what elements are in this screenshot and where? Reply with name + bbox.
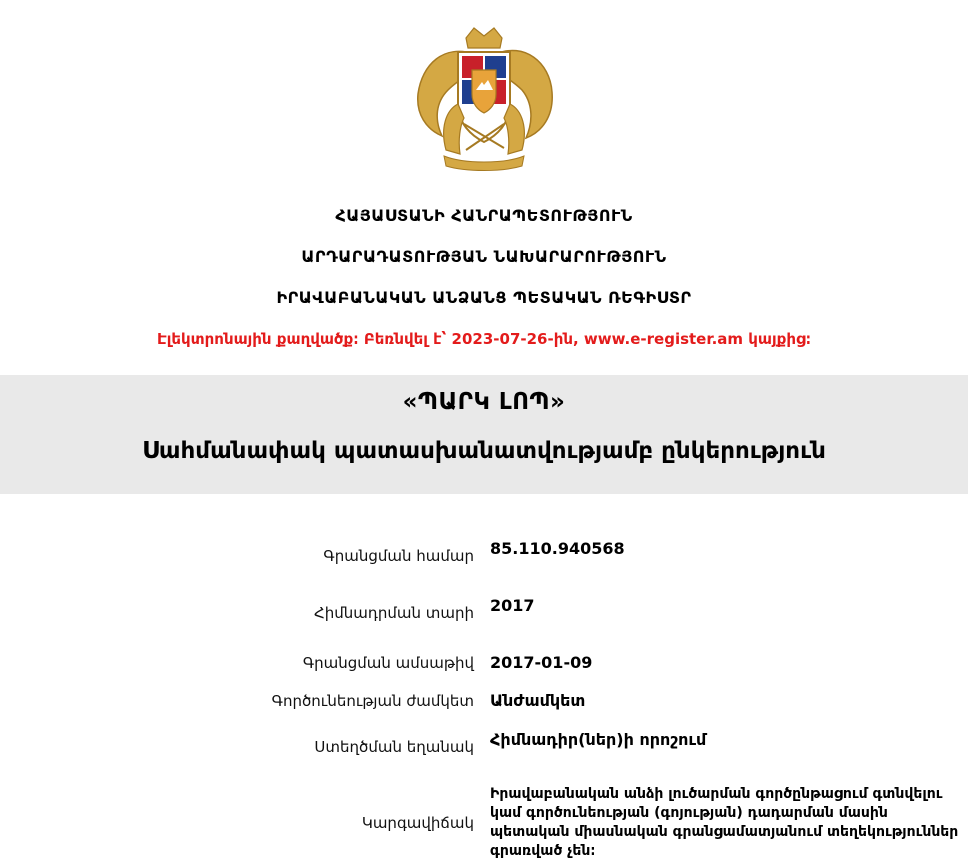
creation-method-label: Ստեղծման եղանակ — [314, 738, 474, 756]
company-name: «ՊԱՐԿ ԼՈՊ» — [402, 389, 566, 415]
country-title: ՀԱՅԱՍՏԱՆԻ ՀԱՆՐԱՊԵՏՈՒԹՅՈՒՆ — [335, 206, 633, 225]
registration-date-label: Գրանցման ամսաթիվ — [302, 654, 474, 672]
activity-term-value: Անժամկետ — [490, 691, 586, 710]
founding-year-value: 2017 — [490, 596, 535, 615]
extract-notice: Էլեկտրոնային քաղվածք։ Բեռնվել է՝ 2023-07-26-ին, www.e-register.am կայքից։ — [156, 330, 812, 348]
company-legal-form: Սահմանափակ պատասխանատվությամբ ընկերություն — [142, 438, 826, 464]
registry-title: ԻՐԱՎԱԲԱՆԱԿԱՆ ԱՆՁԱՆՑ ՊԵՏԱԿԱՆ ՌԵԳԻՍՏՐ — [276, 288, 692, 307]
registration-number-label: Գրանցման համար — [323, 547, 474, 565]
registration-number-value: 85.110.940568 — [490, 539, 625, 558]
status-value: Իրավաբանական անձի լուծարման գործընթացում գտնվելու կամ գործունեության (գոյության) դադարման մասին պետական միասնական գրանցամատյանում տեղեկություններ գրառված չեն։ — [490, 786, 959, 859]
status-label: Կարգավիճակ — [361, 814, 474, 832]
registration-date-value: 2017-01-09 — [490, 653, 593, 672]
creation-method-value: Հիմնադիր(ներ)ի որոշում — [490, 730, 707, 749]
coat-of-arms-armenia-icon — [404, 24, 564, 174]
ministry-title: ԱՐԴԱՐԱԴԱՏՈՒԹՅԱՆ ՆԱԽԱՐԱՐՈՒԹՅՈՒՆ — [301, 247, 667, 266]
company-banner — [0, 375, 968, 494]
founding-year-label: Հիմնադրման տարի — [314, 604, 474, 622]
activity-term-label: Գործունեության ժամկետ — [271, 692, 474, 710]
